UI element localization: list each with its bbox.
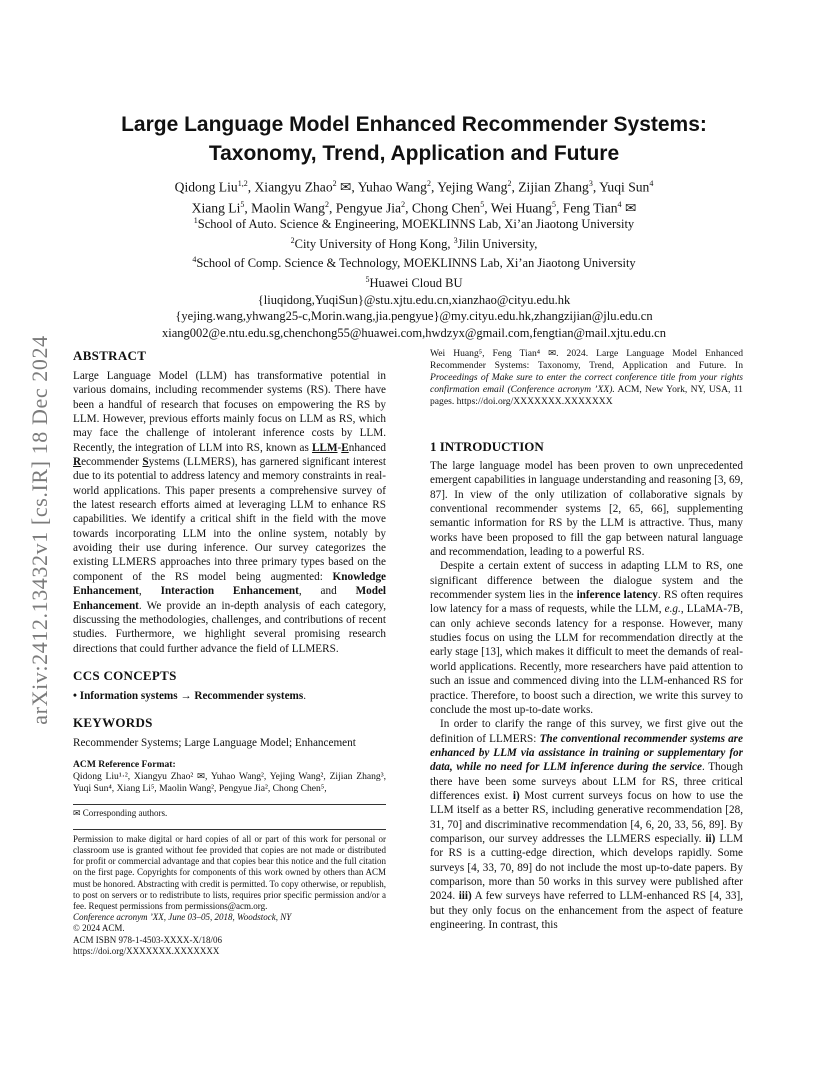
- doi-line: https://doi.org/XXXXXXX.XXXXXXX: [73, 945, 220, 956]
- acm-ref-continued: Wei Huang⁵, Feng Tian⁴ ✉. 2024. Large Language Model Enhanced Recommender Systems: Taxonomy, Trend, Application and Future. In Proceedings of Make sure to enter the correct conference title from your rights confirmation email (Conference acronym ’XX). ACM, New York, NY, USA, 11 pages. https://doi.org/XXXXXXX.XXXXXXX: [430, 348, 743, 407]
- email-line-2: {yejing.wang,yhwang25-c,Morin.wang,jia.pengyue}@my.cityu.edu.hk,zhangzijian@jlu.edu.cn: [175, 309, 653, 324]
- title-line-1: Large Language Model Enhanced Recommender Systems:: [121, 113, 707, 136]
- affiliation-2-3: $^2$City University of Hong Kong, $^3$Jilin University,: [290, 235, 538, 251]
- intro-paragraph-2: Despite a certain extent of success in adapting LLM to RS, one significant difference between the dialogue system and the recommender system lies in the inference latency. RS often requires low latency for a mass of requests, while the LLM, e.g., LLaMA-7B, can only achieve seconds latency for a response. However, many studies focus on using the LLM for recommendation directly at the early stage [13], which makes it difficult to meet the demands of real-world applications. Recently, more researchers have paid attention to such an issue and commenced diving into the LLM-enhanced RS for practice. Therefore, to boost such a direction, we write this survey to conclude the most up-to-date works.: [430, 560, 744, 716]
- conference-line: Conference acronym ’XX, June 03–05, 2018, Woodstock, NY: [73, 912, 292, 923]
- acm-ref-text: Qidong Liu¹·², Xiangyu Zhao² ✉, Yuhao Wang², Yejing Wang², Zijian Zhang³, Yuqi Sun⁴, Xiang Li⁵, Maolin Wang², Pengyue Jia², Chong Chen⁵,: [73, 770, 386, 794]
- right-column: [430, 348, 743, 932]
- permission-text: Permission to make digital or hard copies of all or part of this work for personal or classroom use is granted without fee provided that copies are not made or distributed for profit or commercial advantage and that copies bear this notice and the full citation on the first page. Copyrights for components of this work owned by others than ACM must be honored. Abstracting with credit is permitted. To copy otherwise, or republish, to post on servers or to redistribute to lists, requires prior specific permission and/or a fee. Request permissions from permissions@acm.org.: [73, 833, 386, 911]
- ccs-item: • Information systems → Recommender systems.: [73, 689, 307, 702]
- footnote-rule: [73, 804, 386, 805]
- left-column: [73, 348, 386, 957]
- email-line-1: {liuqidong,YuqiSun}@stu.xjtu.edu.cn,xianzhao@cityu.edu.hk: [257, 292, 571, 307]
- affiliation-1: $^1$School of Auto. Science & Engineering, MOEKLINNS Lab, Xi’an Jiaotong University: [193, 216, 635, 232]
- paper-title: [0, 110, 828, 168]
- keywords-text: Recommender Systems; Large Language Model; Enhancement: [73, 737, 356, 750]
- intro-paragraph-3: In order to clarify the range of this survey, we first give out the definition of LLMERS: The conventional recommender systems are enhanced by LLM via assistance in training or supplementary for data, while no need for LLM inference during the service. Though there have been some surveys about LLM for RS, three critical differences exist. i) Most current surveys focus on how to use the LLM itself as a better RS, including generative recommendation [28, 31, 70] and discriminative recommendation [4, 6, 20, 33, 56, 89]. By comparison, our survey addresses the LLMERS especially. ii) LLM for RS is a cutting-edge direction, which develops rapidly. Some surveys [4, 33, 70, 89] do not include the most up-to-date papers. By comparison, more than 50 works in this survey were published after 2024. iii) A few surveys have referred to LLM-enhanced RS [4, 33], but they only focus on the enhancement from the aspect of feature engineering. In contrast, this: [430, 718, 744, 931]
- intro-paragraph-1: The large language model has been proven to own unprecedented emergent capabilities in language understanding and reasoning [3, 69, 87]. In view of the only utilization of collaborative signals by conventional recommender systems [2, 65, 66], supplementing semantic information for RS by the LLM is attractive. Thus, many works have been proposed to fill the gap between natural language and recommendation, leading to a powerful RS.: [430, 460, 743, 559]
- ccs-heading: CCS CONCEPTS: [73, 667, 177, 683]
- abstract-text: Large Language Model (LLM) has transformative potential in various domains, including recommender systems (RS). There have been a handful of research that focuses on empowering the RS by LLM. However, previous efforts mainly focus on LLM as RS, which may face the challenge of intolerant inference costs by LLM. Recently, the integration of LLM into RS, known as LLM-Enhanced Recommender Systems (LLMERS), has garnered significant interest due to its potential to address latency and memory constraints in real-world applications. This paper presents a comprehensive survey of the latest research efforts aimed at leveraging LLM to enhance RS capabilities. We identify a critical shift in the field with the move towards incorporating LLM into the online system, notably by avoiding their use during inference. Our survey categorizes the existing LLMERS approaches into three primary types based on the component of the RS model being augmented: Knowledge Enhancement, Interaction Enhancement, and Model Enhancement. We provide an in-depth analysis of each category, discussing the methodologies, challenges, and contributions of recent studies. Furthermore, we highlight several promising research directions that could further advance the field of LLMERS.: [73, 370, 387, 655]
- copyright-line: © 2024 ACM.: [73, 923, 125, 934]
- affiliation-5: $^5$Huawei Cloud BU: [365, 274, 463, 291]
- corresponding-note: ✉ Corresponding authors.: [73, 807, 168, 818]
- author-list: [0, 175, 828, 216]
- affiliations: [0, 213, 828, 341]
- email-line-3: xiang002@e.ntu.edu.sg,chenchong55@huawei.com,hwdzyx@gmail.com,fengtian@mail.xjtu.edu.cn: [162, 325, 666, 340]
- arxiv-sidebar: [20, 290, 60, 770]
- introduction-heading: 1 INTRODUCTION: [430, 439, 544, 454]
- acm-ref-heading: ACM Reference Format:: [73, 758, 176, 770]
- author-line-2: Xiang Li$^5$, Maolin Wang$^2$, Pengyue Jia$^2$, Chong Chen$^5$, Wei Huang$^5$, Feng Tian$^4$ ✉: [191, 199, 637, 216]
- keywords-heading: KEYWORDS: [73, 715, 153, 731]
- author-line-1: Qidong Liu$^{1,2}$, Xiangyu Zhao$^2$ ✉, Yuhao Wang$^2$, Yejing Wang$^2$, Zijian Zhang$^3$, Yuqi Sun$^4$: [174, 179, 654, 195]
- abstract-heading: ABSTRACT: [73, 348, 147, 363]
- title-line-2: Taxonomy, Trend, Application and Future: [208, 142, 620, 165]
- permission-rule: [73, 829, 386, 830]
- arxiv-identifier: arXiv:2412.13432v1 [cs.IR] 18 Dec 2024: [27, 335, 52, 725]
- isbn-line: ACM ISBN 978-1-4503-XXXX-X/18/06: [73, 934, 222, 945]
- affiliation-4: $^4$School of Comp. Science & Technology, MOEKLINNS Lab, Xi’an Jiaotong University: [192, 255, 636, 271]
